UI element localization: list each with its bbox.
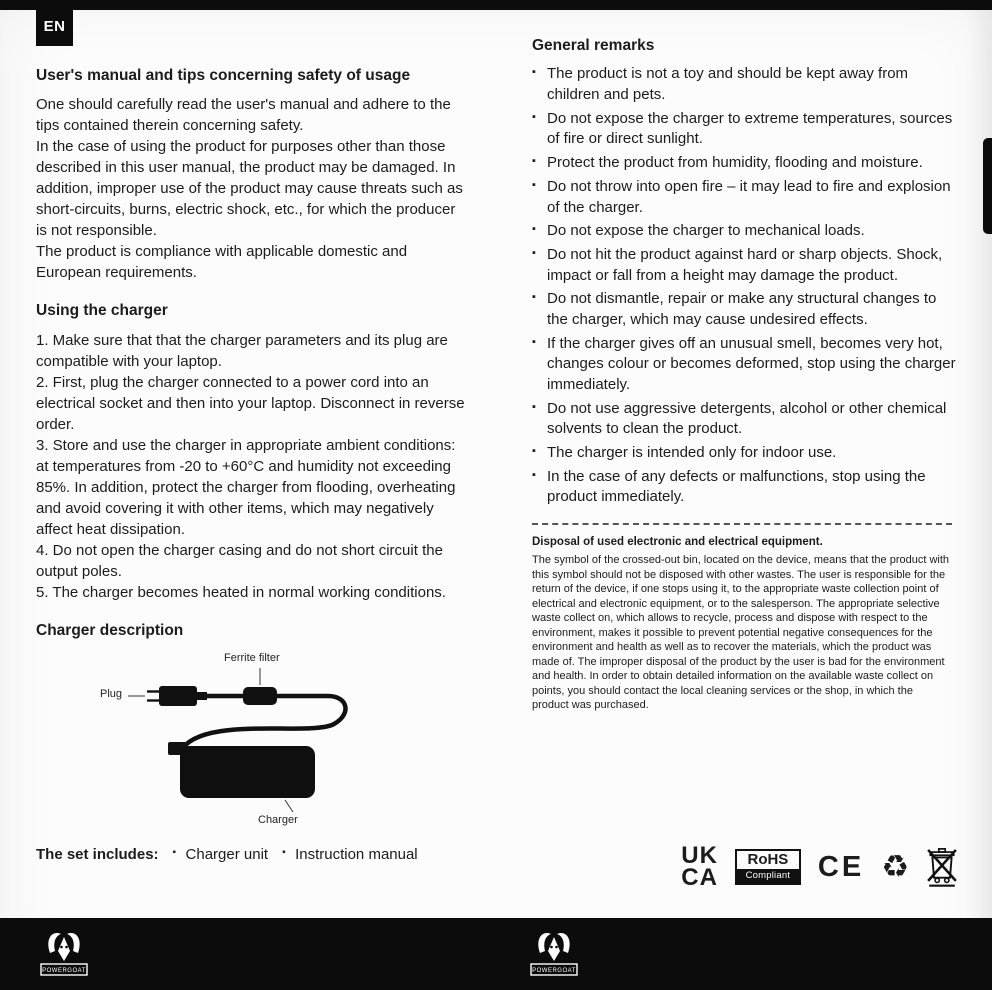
remark-item: ▪ The product is not a toy and should be kept away from children and pets. — [532, 64, 958, 105]
charger-leader-line — [285, 800, 293, 812]
recycle-icon: ♻ — [881, 848, 909, 885]
remark-item: ▪ Do not dismantle, repair or make any structural changes to the charger, which may cause undesired effects. — [532, 289, 958, 330]
remark-item: ▪ Do not expose the charger to mechanical loads. — [532, 221, 958, 242]
dashed-divider — [532, 523, 952, 525]
remark-item: ▪ If the charger gives off an unusual smell, becomes very hot, changes colour or becomes deformed, stop using the charger immediately. — [532, 334, 958, 396]
page-edge-mark — [983, 138, 992, 234]
remarks-list — [532, 64, 958, 508]
using-step: 1. Make sure that that the charger parameters and its plug are compatible with your laptop. — [36, 331, 448, 370]
remark-item: ▪ Do not expose the charger to extreme temperatures, sources of fire or direct sunlight. — [532, 109, 958, 150]
bottom-bar — [0, 918, 992, 990]
using-step: 5. The charger becomes heated in normal working conditions. — [36, 583, 446, 601]
description-heading: Charger description — [36, 621, 184, 639]
rohs-compliant-label: Compliant — [737, 869, 799, 883]
remark-item: ▪ Do not throw into open fire – it may lead to fire and explosion of the charger. — [532, 177, 958, 218]
disposal-heading: Disposal of used electronic and electrical equipment. — [532, 536, 823, 549]
ferrite-filter-label: Ferrite filter — [224, 652, 280, 665]
ferrite-bead — [243, 687, 277, 705]
charger-label: Charger — [258, 814, 298, 827]
remark-item: ▪ Do not hit the product against hard or sharp objects. Shock, impact or fall from a height may damage the product. — [532, 245, 958, 286]
powergoat-logo — [528, 927, 580, 979]
charger-diagram-art — [100, 654, 370, 834]
using-step: 4. Do not open the charger casing and do not short circuit the output poles. — [36, 541, 443, 580]
plug-icon — [147, 686, 207, 706]
right-column — [532, 36, 958, 713]
set-includes-label: The set includes: — [36, 846, 159, 864]
disposal-text: The symbol of the crossed-out bin, located on the device, means that the product with this symbol should not be disposed with other wastes. The user is responsible for the return of the device, if one stops using it, to the appropriate waste collection point of electrical and electronic equipment, or to the salesperson. The appropriate selective waste collect on, which allows to recycle, process and dispose with respect to the environment, makes it possible to prevent potential negative consequences for the environment and health as well as to recover the materials, which the product was made of. The improper disposal of the product by the user is bad for the environment and health. In order to obtain detailed information on the available waste collect on points, you should contact the local cleaning services or the shop, in which the product was purchased. — [532, 554, 950, 712]
rohs-label: RoHS — [747, 851, 789, 869]
powergoat-logo — [38, 927, 90, 979]
top-bar — [0, 0, 992, 10]
set-item: ▪ Charger unit — [173, 846, 269, 863]
compliance-logos — [532, 842, 958, 892]
remark-item: ▪ Protect the product from humidity, flooding and moisture. — [532, 153, 958, 174]
using-heading: Using the charger — [36, 302, 168, 320]
using-step: 3. Store and use the charger in appropriate ambient conditions: at temperatures from -20 to +60°C and humidity not exceeding 85%. In addition, protect the charger from flooding, overheating and avoid covering it with other items, which may negatively affect heat dissipation. — [36, 436, 456, 538]
language-label: EN — [43, 17, 66, 35]
safety-heading: User's manual and tips concerning safety of usage — [36, 67, 411, 84]
using-step: 2. First, plug the charger connected to a power cord into an electrical socket and then into your laptop. Disconnect in reverse order. — [36, 373, 465, 433]
charger-diagram — [100, 654, 370, 834]
set-item: ▪ Instruction manual — [282, 846, 418, 863]
ukca-mark — [681, 842, 718, 892]
remark-item: ▪ Do not use aggressive detergents, alcohol or other chemical solvents to clean the product. — [532, 399, 958, 440]
ukca-line1: UK — [681, 842, 718, 869]
language-badge — [36, 6, 73, 46]
remark-item: ▪ In the case of any defects or malfunctions, stop using the product immediately. — [532, 467, 958, 508]
safety-paragraph: The product is compliance with applicable domestic and European requirements. — [36, 243, 408, 282]
charger-body — [180, 746, 315, 798]
left-column — [36, 66, 468, 863]
crossed-out-bin-icon — [926, 846, 958, 888]
remarks-heading: General remarks — [532, 37, 655, 54]
safety-paragraph: One should carefully read the user's manual and adhere to the tips contained therein concerning safety. — [36, 96, 451, 135]
ce-mark: CE — [817, 850, 865, 883]
rohs-mark — [735, 849, 801, 884]
remark-item: ▪ The charger is intended only for indoor use. — [532, 443, 958, 464]
plug-label: Plug — [100, 688, 123, 701]
ukca-line2: CA — [681, 864, 718, 892]
set-includes-row — [36, 846, 468, 863]
safety-paragraph: In the case of using the product for purposes other than those described in this user manual, the product may be damaged. In addition, improper use of the product may cause threats such as short-circuits, burns, electric shock, etc., for which the producer is not responsible. — [36, 138, 463, 240]
